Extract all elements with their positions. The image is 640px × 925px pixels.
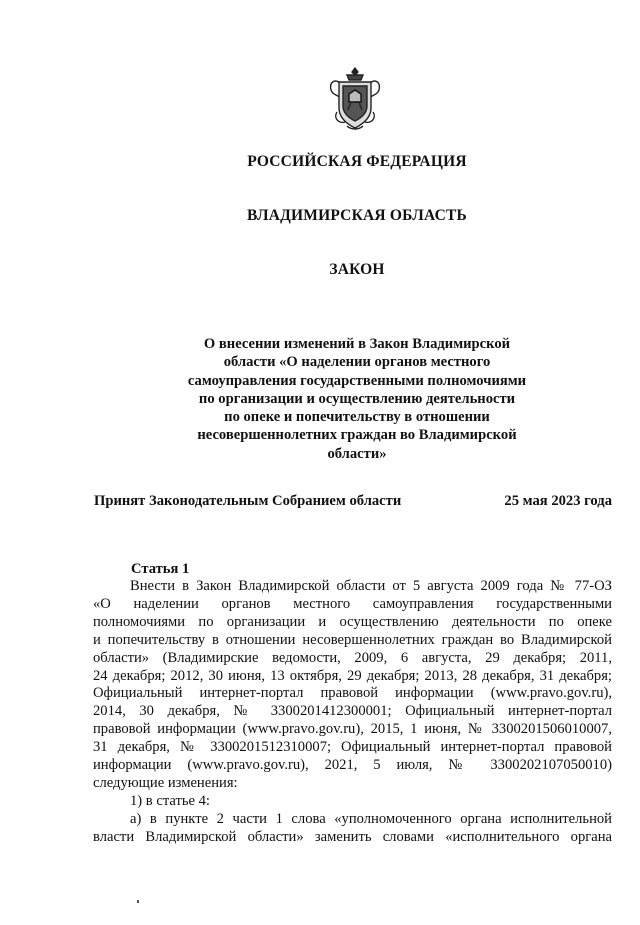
region-heading: ВЛАДИМИРСКАЯ ОБЛАСТЬ: [247, 207, 467, 224]
body-line: 24 декабря; 2012, 30 июня, 13 октября, 29 декабря; 2013, 28 декабря, 31 декабря;: [93, 667, 612, 684]
law-title-line: самоуправления государственными полномочиями: [187, 372, 527, 389]
list-item-a-line: власти Владимирской области» заменить словами «исполнительного органа: [93, 828, 612, 845]
body-line: Внести в Закон Владимирской области от 5 августа 2009 года № 77-ОЗ: [130, 578, 612, 594]
body-line: правовой информации (www.pravo.gov.ru), 2015, 1 июня, № 3300201506010007,: [93, 721, 612, 738]
body-line: 2014, 30 декабря, № 3300201412300001; Официальный интернет-портал: [93, 703, 612, 720]
law-title-line: области «О наделении органов местного: [223, 354, 491, 371]
article-title: Статья 1: [131, 561, 190, 577]
body-line: и попечительству в отношении несовершеннолетних граждан во Владимирской: [93, 631, 612, 648]
body-line: следующие изменения:: [93, 774, 238, 791]
body-line: 31 декабря, № 3300201512310007; Официальный интернет-портал правовой: [93, 739, 612, 756]
adoption-label: Принят Законодательным Собранием области: [94, 493, 402, 509]
body-line: полномочиями по организации и осуществлению деятельности по опеке: [93, 613, 612, 630]
document-type-heading: ЗАКОН: [329, 261, 385, 278]
country-heading: РОССИЙСКАЯ ФЕДЕРАЦИЯ: [247, 153, 467, 170]
adoption-date: 25 мая 2023 года: [504, 493, 612, 509]
law-title-line: О внесении изменений в Закон Владимирской: [203, 336, 511, 352]
scan-mark: [137, 900, 139, 903]
body-line: Официальный интернет-портал правовой информации (www.pravo.gov.ru),: [93, 685, 612, 702]
law-title-line: по опеке и попечительству в отношении: [224, 409, 490, 426]
body-line: информации (www.pravo.gov.ru), 2021, 5 июля, № 3300202107050010): [93, 757, 612, 774]
law-title: [150, 335, 564, 463]
body-line: области» (Владимирские ведомости, 2009, 6 августа, 29 декабря; 2011,: [93, 649, 612, 666]
law-title-line: несовершеннолетних граждан во Владимирской: [197, 427, 517, 444]
law-title-line: области»: [327, 445, 387, 462]
adoption-line: [94, 493, 612, 510]
article-body: [93, 578, 612, 847]
list-item-1: 1) в статье 4:: [130, 792, 210, 809]
law-title-line: по организации и осуществлению деятельности: [198, 390, 516, 407]
list-item-a-line: а) в пункте 2 части 1 слова «уполномоченного органа исполнительной: [130, 810, 612, 827]
coat-of-arms-emblem: [327, 66, 383, 132]
body-line: «О наделении органов местного самоуправления государственными: [93, 595, 612, 612]
